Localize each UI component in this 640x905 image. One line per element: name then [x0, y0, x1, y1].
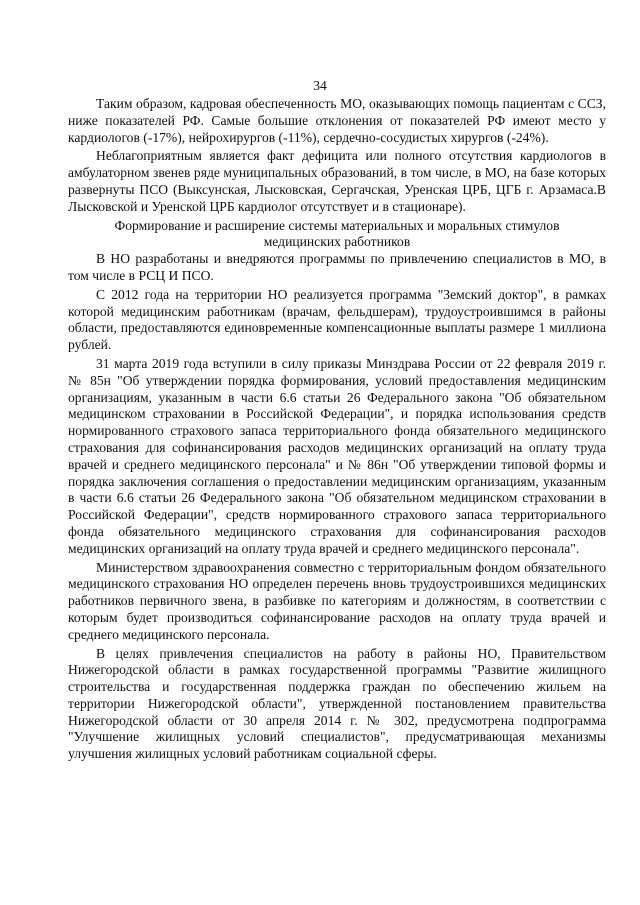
- paragraph-programs: В НО разработаны и внедряются программы по привлечению специалистов в МО, в том числе в РСЦ И ПСО.: [68, 251, 606, 283]
- page-number: 34: [313, 78, 327, 93]
- paragraph-staffing-summary: Таким образом, кадровая обеспеченность МО, оказывающих помощь пациентам с ССЗ, ниже показателей РФ. Самые большие отклонения от показателей РФ имеют место у кардиологов (-17%), нейрохирургов (-11%), сердечно-сосудистых хирургов (-24%).: [68, 96, 606, 145]
- paragraph-zemsky-doctor: С 2012 года на территории НО реализуется программа "Земский доктор", в рамках которой медицинским работникам (врачам, фельдшерам), трудоустроившимся в районы области, предоставляются единовременные компенсационные выплаты размере 1 миллиона рублей.: [68, 286, 606, 353]
- paragraph-housing-program: В целях привлечения специалистов на работу в районы НО, Правительством Нижегородской области в рамках государственной программы "Развитие жилищного строительства и государственная поддержка граждан по обеспечению жильем на территории Нижегородской области", утвержденной постановлением правительства Нижегородской области от 30 апреля 2014 г. № 302, предусмотрена подпрограмма "Улучшение жилищных условий специалистов", предусматривающая механизмы улучшения жилищных условий работникам социальной сферы.: [68, 645, 606, 762]
- paragraph-cardiologist-deficit: Неблагоприятным является факт дефицита или полного отсутствия кардиологов в амбулаторном звенев ряде муниципальных образований, в том числе, в МО, на базе которых развернуты ПСО (Выксунская, Лысковская, Сергачская, Уренская ЦРБ, ЦГБ г. Арзамаса.В Лысковской и Уренской ЦРБ кардиолог отсутствует и в стационаре).: [68, 148, 606, 214]
- section-heading: Формирование и расширение системы материальных и моральных стимулов медицинских работников: [114, 217, 560, 250]
- paragraph-orders-minzdrav: 31 марта 2019 года вступили в силу приказы Минздрава России от 22 февраля 2019 г. № 85н "Об утверждении порядка формирования, условий предоставления медицинским организациям, указанным в части 6.6 статьи 26 Федерального закона "Об обязательном медицинском страховании в Российской Федерации", и порядка использования средств нормированного страхового запаса территориального фонда обязательного медицинского страхования для софинансирования расходов медицинских организаций на оплату труда врачей и среднего медицинского персонала" и № 86н "Об утверждении типовой формы и порядка заключения соглашения о предоставлении медицинским организациям, указанным в части 6.6 статьи 26 Федерального закона "Об обязательном медицинском страховании в Российской Федерации", средств нормированного страхового запаса территориального фонда обязательного медицинского страхования для софинансирования расходов медицинских организаций на оплату труда врачей и среднего медицинского персонала".: [68, 355, 606, 556]
- paragraph-cofinancing: Министерством здравоохранения совместно с территориальным фондом обязательного медицинского страхования НО определен перечень вновь трудоустроившихся медицинских работников первичного звена, в разбивке по категориям и должностям, в соответствии с которым будет производиться софинансирование расходов на оплату труда врачей и среднего медицинского персонала.: [68, 559, 606, 642]
- document-body: [68, 96, 606, 765]
